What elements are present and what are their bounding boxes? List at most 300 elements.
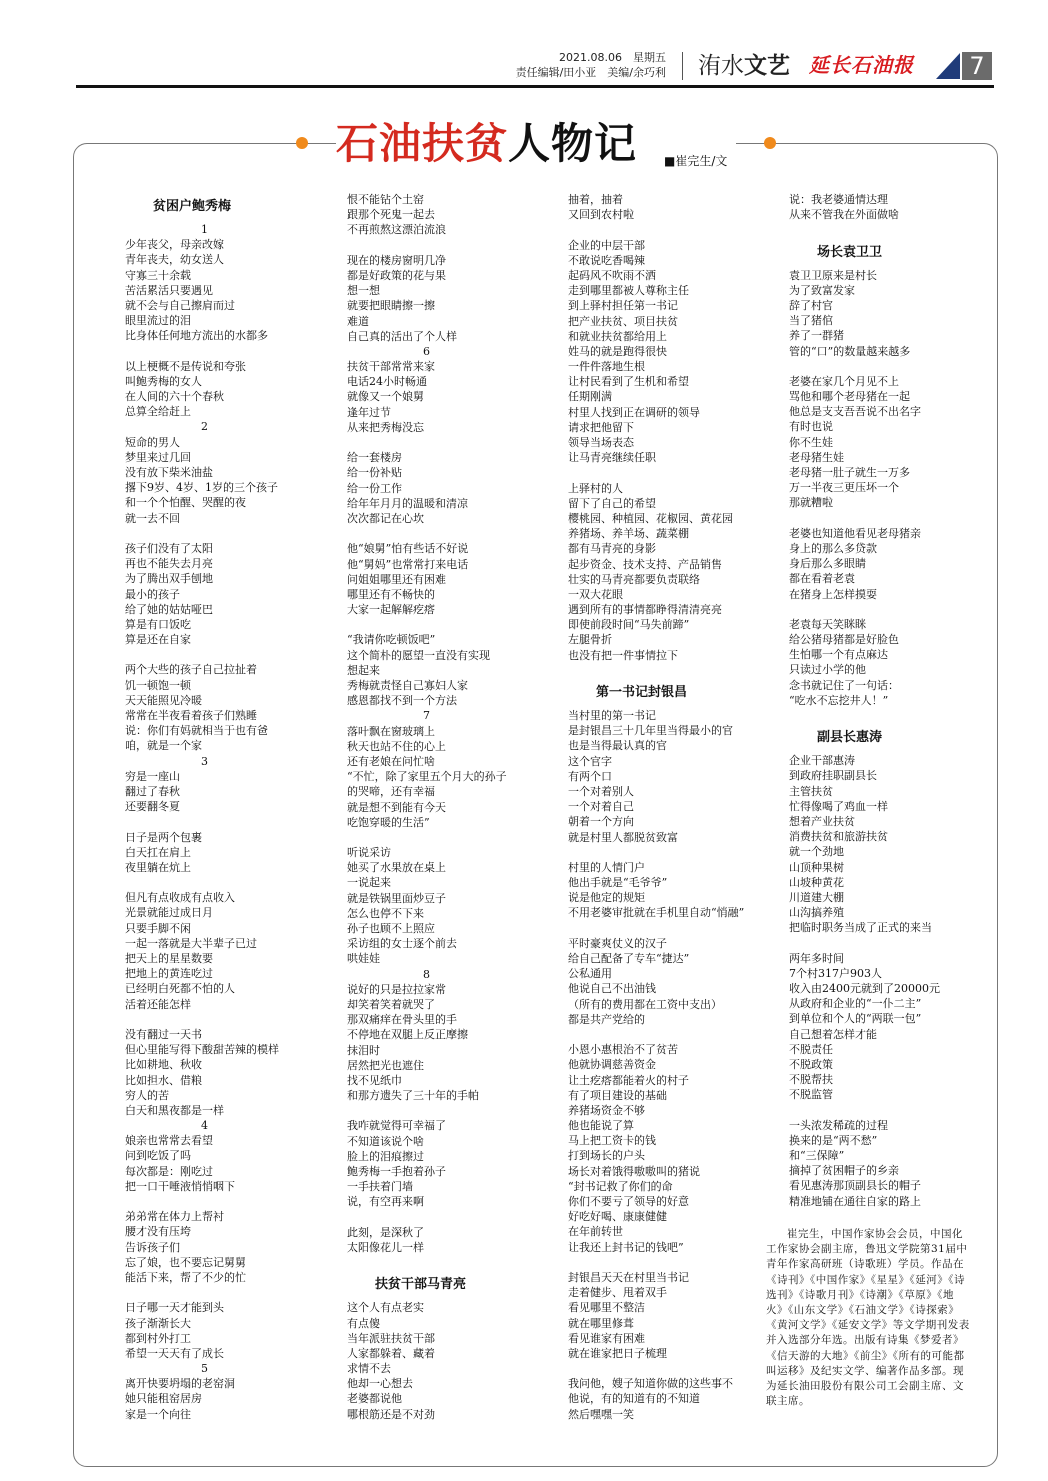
poem-line: 就一去不回 (125, 511, 180, 525)
poem-line: 不脱政策 (789, 1057, 833, 1071)
poem-line: 没有放下柴米油盐 (125, 466, 213, 479)
poem-line: 有点傻 (347, 1316, 380, 1330)
poem-line: 老婆也知道他看见老母猪亲 (789, 526, 921, 540)
section-heading: 场长袁卫卫 (817, 244, 883, 260)
stanza-number: 5 (201, 1362, 208, 1376)
poem-line: 骂他和哪个老母猪在一起 (789, 390, 910, 404)
stanza-gap (347, 238, 555, 253)
stanza-gap (568, 663, 776, 678)
poem-line: 总算全给赶上 (125, 405, 191, 419)
poem-line: 但凡有点收成有点收入 (125, 891, 235, 905)
poem-line: 养猪场、养羊场、蔬菜棚 (568, 527, 689, 541)
poem-line: 夜里躺在炕上 (125, 860, 191, 874)
poem-line: 樱桃园、种植园、花椒园、黄花园 (568, 511, 733, 525)
poem-line: 让我还上封书记的钱吧” (568, 1240, 684, 1254)
poem-line: 穷人的苦 (125, 1088, 169, 1102)
stanza-gap (347, 1210, 555, 1225)
poem-line: 有时也说 (789, 420, 833, 434)
poem-line: 山顶种果树 (789, 860, 844, 874)
poem-line: 也没有把一件事情拉下 (568, 648, 678, 662)
poem-line: 身上的那么多贷款 (789, 541, 877, 555)
poem-line: 梦里来过几回 (125, 450, 191, 464)
poem-line: 又回到农村啦 (568, 208, 634, 222)
masthead (76, 50, 994, 84)
section-heading: 扶贫干部马青亮 (375, 1277, 467, 1293)
poem-line: 居然把光也遮住 (347, 1058, 424, 1072)
title-red-part: 石油扶贫 (336, 119, 509, 168)
poem-line: 找不见纸巾 (347, 1073, 402, 1087)
poem-line: 山坡种黄花 (789, 875, 844, 889)
poem-line: “封书记救了你们的命 (568, 1179, 673, 1193)
poem-line: 次次都记在心坎 (347, 511, 424, 525)
stanza-gap (789, 359, 997, 374)
poem-line: 起步资金、技术支持、产品销售 (568, 557, 722, 571)
poem-line: 场长对着饿得嗷嗷叫的猪说 (568, 1164, 700, 1178)
poem-line: 鲍秀梅一手抱着孙子 (347, 1165, 446, 1178)
dot-right-icon (764, 137, 776, 149)
poem-line: 那就糟啦 (789, 496, 833, 510)
poem-line: 然后嘿嘿一笑 (568, 1407, 634, 1421)
poem-line: 白天扛在肩上 (125, 845, 191, 859)
poem-line: 太阳像花儿一样 (347, 1240, 424, 1254)
stanza-gap (125, 875, 333, 890)
poem-line: 还要翻冬夏 (125, 800, 180, 814)
stanza-gap (789, 935, 997, 950)
title-black-part: 人物记 (508, 119, 638, 168)
poem-line: 从来不管我在外面做啥 (789, 208, 899, 222)
poem-line: 自己想着怎样才能 (789, 1027, 877, 1041)
poem-line: 收入由2400元就到了20000元 (789, 982, 940, 995)
poem-line: 换来的是“两不愁” (789, 1133, 878, 1147)
poem-line: 有两个口 (568, 769, 612, 783)
poem-line: 就是村里人都脱贫致富 (568, 830, 678, 844)
poem-line: 不再煎熬这漂泊流浪 (347, 223, 446, 237)
poem-line: 辞了村官 (789, 298, 833, 312)
poem-line: 哄娃娃 (347, 952, 380, 966)
stanza-gap (568, 1027, 776, 1042)
stanza-number: 1 (201, 223, 208, 236)
poem-line: 难道 (347, 314, 369, 328)
poem-line: 少年丧父，母亲改嫁 (125, 238, 224, 252)
dot-left-icon (296, 137, 308, 149)
section-name-part1: 洧水 (698, 53, 744, 79)
poem-line: 你不生娃 (789, 435, 833, 449)
poem-line: 打到场长的户头 (568, 1149, 645, 1163)
stanza-gap (568, 222, 776, 237)
poem-line: 左腿骨折 (568, 633, 612, 647)
stanza-gap (789, 511, 997, 526)
poem-line: 孩子渐渐长大 (125, 1316, 191, 1330)
poem-line: 生怕哪一个有点麻达 (789, 648, 888, 662)
poem-line: 说是他定的规矩 (568, 891, 645, 905)
poem-line: 守寡三十余载 (125, 268, 191, 282)
poem-line: 抹泪时 (347, 1043, 380, 1057)
poem-line: 为了腾出双手刨地 (125, 572, 213, 586)
poem-line: 养猪场资金不够 (568, 1103, 645, 1117)
poem-line: 看见哪里不整洁 (568, 1301, 645, 1315)
poem-line: 哪根筋还是不对劲 (347, 1407, 435, 1421)
poem-line: 也是当得最认真的官 (568, 739, 667, 753)
stanza-gap (789, 708, 997, 723)
editor-credits: 责任编辑/田小亚 美编/余巧利 (515, 66, 666, 79)
poem-line: 说，有空再来啊 (347, 1195, 424, 1209)
masthead-rule (76, 85, 994, 88)
poem-line: 不停地在双腿上反正摩擦 (347, 1028, 468, 1042)
poem-line: 说好的只是拉拉家常 (347, 982, 446, 996)
poem-line: 说：我老婆通情达理 (789, 193, 888, 206)
poem-line: 这个人有点老实 (347, 1301, 424, 1315)
poem-line: 翻过了春秋 (125, 784, 180, 798)
poem-line: 都在看着老袁 (789, 572, 855, 586)
section-heading: 副县长惠涛 (817, 730, 883, 746)
corner-triangle-icon (936, 53, 960, 79)
poem-line: 你们不要亏了领导的好意 (568, 1195, 689, 1208)
column-4 (789, 192, 997, 1209)
poem-line: 日子哪一天才能到头 (125, 1301, 224, 1315)
poem-line: 她只能租窑居房 (125, 1392, 202, 1406)
poem-line: 给自己配备了专车“捷达” (568, 952, 690, 965)
poem-line: 就要把眼睛擦一擦 (347, 299, 435, 313)
poem-line: 这个官字 (568, 754, 612, 768)
poem-line: 村里的人情门户 (568, 860, 645, 874)
poem-line: 秋天也站不住的心上 (347, 739, 446, 753)
poem-line: 给一份补贴 (347, 466, 402, 480)
poem-line: 他说自己不出油钱 (568, 982, 656, 996)
poem-line: 电话24小时畅通 (347, 375, 427, 389)
poem-line: 一个对着别人 (568, 784, 634, 798)
masthead-divider (682, 52, 683, 80)
poem-line: 任期刚满 (568, 390, 612, 404)
poem-line: 和那方遗失了三十年的手帕 (347, 1089, 479, 1103)
poem-line: 和“三保障” (789, 1149, 845, 1163)
poem-line: 孙子也顾不上照应 (347, 922, 435, 935)
poem-line: 到政府挂职副县长 (789, 769, 877, 783)
poem-line: 老母猪生娃 (789, 450, 844, 464)
poem-line: 却笑着笑着就哭了 (347, 997, 435, 1011)
poem-line: 一件件落地生根 (568, 360, 645, 374)
stanza-gap (789, 222, 997, 237)
column-1 (125, 192, 333, 1422)
poem-line: 他“娘舅”怕有些话不好说 (347, 542, 469, 556)
poem-line: 领导当场表态 (568, 436, 634, 449)
stanza-gap (125, 1194, 333, 1209)
section-heading: 第一书记封银昌 (596, 685, 688, 700)
poem-line: 平时豪爽仗义的汉子 (568, 936, 667, 950)
poem-line: 把产业扶贫、项目扶贫 (568, 314, 678, 328)
poem-line: 咱，就是一个家 (125, 739, 202, 753)
poem-line: 撂下9岁、4岁、1岁的三个孩子 (125, 481, 278, 495)
poem-line: 就是想不到能有今天 (347, 800, 446, 814)
poem-line: 老婆都说他 (347, 1392, 402, 1406)
poem-line: 感恩都找不到一个方法 (347, 694, 457, 708)
poem-line: 白天和黑夜都是一样 (125, 1103, 224, 1117)
poem-line: 听说采访 (347, 846, 391, 860)
poem-line: 当村里的第一书记 (568, 709, 656, 722)
stanza-number: 7 (423, 709, 430, 723)
poem-line: 苦活累活只要遇见 (125, 283, 213, 297)
poem-line: 念书就记住了一句话： (789, 678, 899, 692)
poem-line: 壮实的马青亮都要负责联络 (568, 572, 700, 586)
poem-line: 他也能说了算 (568, 1119, 634, 1133)
poem-line: 说：你们有妈就相当于也有爸 (125, 724, 268, 738)
poem-line: 把地上的黄连吃过 (125, 967, 213, 981)
poem-line: 已经明白死都不怕的人 (125, 982, 235, 996)
stanza-gap (125, 1012, 333, 1027)
byline: ■崔完生/文 (664, 154, 728, 168)
poem-line: 在猪身上怎样摸耍 (789, 587, 877, 601)
poem-line: 姓马的就是跑得很快 (568, 344, 667, 358)
poem-line: 到上驿村担任第一书记 (568, 299, 678, 313)
stanza-gap (789, 602, 997, 617)
stanza-gap (789, 1103, 997, 1118)
poem-line: 两个大些的孩子自己拉扯着 (125, 663, 257, 677)
poem-line: 的哭啼，还有幸福 (347, 785, 435, 799)
poem-line: 给一套楼房 (347, 451, 402, 465)
poem-line: 我问他，嫂子知道你做的这些事不 (568, 1377, 733, 1391)
poem-line: 村里人找到正在调研的领导 (568, 405, 700, 419)
poem-line: 企业干部惠涛 (789, 754, 855, 768)
stanza-gap (568, 845, 776, 860)
poem-line: 我咋就觉得可幸福了 (347, 1119, 446, 1133)
poem-line: 问到吃饭了吗 (125, 1149, 191, 1163)
poem-line: 马上把工资卡的钱 (568, 1134, 656, 1148)
poem-line: 都有马青亮的身影 (568, 542, 656, 556)
column-2 (347, 192, 555, 1422)
poem-line: 即使前段时间“马失前蹄” (568, 618, 690, 632)
poem-line: 就在谁家把日子梳理 (568, 1346, 667, 1360)
poem-line: “我请你吃顿饭吧” (347, 633, 436, 647)
poem-line: 算是还在自家 (125, 633, 191, 647)
poem-line: 比身体任何地方流出的水都多 (125, 329, 268, 343)
poem-line: 他出手就是“毛爷爷” (568, 876, 668, 890)
poem-line: 此刻，是深秋了 (347, 1225, 424, 1239)
stanza-gap (347, 1255, 555, 1270)
poem-line: 看见谁家有困难 (568, 1331, 645, 1345)
poem-line: 大家一起解解疙瘩 (347, 603, 435, 617)
poem-line: 就是铁锅里面炒豆子 (347, 891, 446, 905)
poem-line: 跟那个死鬼一起去 (347, 208, 435, 222)
stanza-gap (568, 465, 776, 480)
poem-line: 光景就能过成日月 (125, 906, 213, 920)
poem-line: 但心里能写得下酸甜苦辣的模样 (125, 1043, 279, 1057)
poem-line: 公私通用 (568, 967, 612, 981)
poem-line: 落叶飘在窗玻璃上 (347, 724, 435, 738)
poem-line: 比如耕地、秋收 (125, 1058, 202, 1072)
stanza-number: 3 (201, 754, 208, 768)
poem-line: 把天上的星星数要 (125, 952, 213, 965)
poem-line: 腰才没有压垮 (125, 1225, 191, 1239)
poem-line: 想起来 (347, 663, 380, 677)
poem-line: 他“舅妈”也常常打来电话 (347, 557, 469, 571)
section-name (698, 50, 790, 82)
poem-line: 一说起来 (347, 876, 391, 890)
poem-line: 吃饱穿暖的生活” (347, 815, 430, 829)
poem-line: 给公猪母猪都是好脸色 (789, 633, 899, 647)
poem-line: 走着健步、甩着双手 (568, 1286, 667, 1300)
poem-line: 秀梅就责怪自己寡妇人家 (347, 679, 468, 692)
poem-line: 人家都躲着、藏着 (347, 1346, 435, 1360)
stanza-gap (568, 921, 776, 936)
author-bio: 崔完生，中国作家协会会员，中国化工作家协会副主席，鲁迅文学院第31届中青年作家高研班（诗歌班）学员。作品在《诗刊》《中国作家》《星星》《延河》《诗选刊》《诗歌月刊》《诗潮》《草原》《地火》《山东文学》《石油文学》《诗探索》《黄河文学》《延安文学》等文学期刊发表并入选部分年选。出版有诗集《梦爱者》《信天游的大地》《前尘》《所有的可能都叫运移》及纪实文学、编著作品多部。现为延长油田股份有限公司工会副主席、文联主席。 (766, 1228, 970, 1408)
poem-line: 比如担水、借粮 (125, 1073, 202, 1087)
poem-line: 都是好政策的花与果 (347, 268, 446, 282)
stanza-gap (568, 1361, 776, 1376)
poem-line: 想一想 (347, 284, 380, 298)
stanza-gap (568, 1255, 776, 1270)
column-3 (568, 192, 776, 1422)
stanza-number: 6 (423, 344, 430, 358)
poem-line: 孩子们没有了太阳 (125, 541, 213, 555)
poem-line: 扶贫干部常常来家 (347, 360, 435, 374)
poem-line: 饥一顿饱一顿 (125, 678, 191, 692)
poem-line: （所有的费用都在工资中支出） (568, 997, 722, 1011)
poem-line: 摘掉了贫困帽子的乡亲 (789, 1164, 899, 1178)
stanza-gap (347, 830, 555, 845)
poem-line: 再也不能失去月亮 (125, 557, 213, 571)
poem-line: 留下了自己的希望 (568, 496, 656, 510)
poem-line: 怎么也停不下来 (347, 906, 424, 920)
poem-line: 川道建大棚 (789, 890, 844, 904)
poem-line: 日子是两个包裹 (125, 830, 202, 844)
poem-line: 没有翻过一天书 (125, 1027, 202, 1041)
poem-line: “吃水不忘挖井人！” (789, 693, 889, 707)
poem-line: 家是一个向往 (125, 1407, 191, 1421)
poem-line: 每次都是：刚吃过 (125, 1164, 213, 1178)
poem-line: 从政府和企业的“一仆二主” (789, 997, 922, 1011)
poem-line: 把一口干唾液悄悄咽下 (125, 1179, 235, 1193)
poem-line: 忘了娘，也不要忘记舅舅 (125, 1255, 246, 1269)
poem-line: 山沟搞养殖 (789, 906, 844, 920)
poem-line: 以上梗概不是传说和夸张 (125, 359, 246, 373)
poem-line: 离开快要坍塌的老窑洞 (125, 1377, 235, 1391)
poem-line: 一双大花眼 (568, 587, 623, 601)
poem-line: 能活下来，帮了不少的忙 (125, 1270, 246, 1284)
poem-line: 封银昌天天在村里当书记 (568, 1270, 689, 1284)
poem-line: 从来把秀梅没忘 (347, 420, 424, 434)
poem-line: 让土疙瘩都能着火的村子 (568, 1073, 689, 1087)
poem-line: 这个简朴的愿望一直没有实现 (347, 648, 490, 662)
poem-line: 自己真的活出了个人样 (347, 329, 457, 343)
stanza-gap (347, 526, 555, 541)
poem-line: 上驿村的人 (568, 481, 623, 495)
poem-line: 逢年过节 (347, 405, 391, 419)
publication-meta (516, 50, 666, 80)
poem-line: “不忙，除了家里五个月大的孙子 (347, 770, 507, 784)
poem-line: 企业的中层干部 (568, 238, 645, 252)
poem-line: 袁卫卫原来是村长 (789, 268, 877, 282)
poem-line: 活着还能怎样 (125, 997, 191, 1011)
poem-line: 想着产业扶贫 (789, 814, 855, 828)
poem-line: 一起一落就是大半辈子已过 (125, 936, 257, 950)
poem-line: 都到村外打工 (125, 1331, 191, 1345)
poem-line: 不脱责任 (789, 1042, 833, 1056)
poem-line: 不用老婆审批就在手机里自动“悄融” (568, 906, 745, 920)
poem-line: 不知道该说个啥 (347, 1134, 424, 1148)
poem-line: 脸上的泪痕擦过 (347, 1149, 424, 1163)
poem-line: 现在的楼房窗明几净 (347, 253, 446, 267)
stanza-gap (125, 1285, 333, 1300)
stanza-gap (347, 1103, 555, 1118)
poem-line: 只读过小学的他 (789, 663, 866, 677)
poem-line: 给一份工作 (347, 481, 402, 495)
poem-line: 弟弟常在体力上帮衬 (125, 1210, 224, 1224)
poem-line: 就像又一个娘舅 (347, 390, 424, 404)
poem-line: 她买了水果放在桌上 (347, 861, 446, 875)
poem-line: 穷是一座山 (125, 769, 180, 783)
poem-line: 老婆在家几个月见不上 (789, 374, 899, 388)
poem-line: 管的“口”的数量越来越多 (789, 344, 911, 358)
poem-line: 朝着一个方向 (568, 815, 634, 829)
stanza-gap (125, 344, 333, 359)
poem-line: 眼里流过的泪 (125, 314, 191, 328)
poem-line: 他就协调慈善资金 (568, 1058, 656, 1072)
poem-line: 给了她的姑姑哑巴 (125, 602, 213, 616)
poem-line: 小恩小惠根治不了贫苦 (568, 1043, 678, 1057)
poem-line: 青年丧夫，幼女送人 (125, 253, 224, 267)
poem-line: 到单位和个人的“两联一包” (789, 1012, 922, 1026)
poem-line: 和一个个怕醒、哭醒的夜 (125, 496, 246, 510)
poem-line: 叫鲍秀梅的女人 (125, 374, 202, 388)
poem-line: 和就业扶贫都给用上 (568, 329, 667, 343)
section-heading: 贫困户鲍秀梅 (153, 199, 232, 214)
poem-line: 希望一天天有了成长 (125, 1346, 224, 1360)
poem-line: 短命的男人 (125, 435, 180, 449)
poem-line: 为了致富发家 (789, 283, 855, 297)
poem-line: 告诉孩子们 (125, 1240, 180, 1254)
poem-line: 7个村317户903人 (789, 966, 882, 980)
poem-line: 天天能照见冷暖 (125, 693, 202, 707)
poem-line: 只要手脚不闲 (125, 921, 191, 935)
issue-date: 2021.08.06 星期五 (559, 51, 666, 64)
stanza-number: 2 (201, 420, 208, 434)
poem-line: 就不会与自己擦肩而过 (125, 298, 235, 312)
poem-line: 那双痛痒在骨头里的手 (347, 1013, 457, 1027)
poem-line: 把临时职务当成了正式的来当 (789, 921, 932, 935)
poem-line: 都是共产党给的 (568, 1012, 645, 1026)
poem-line: 老母猪一肚子就生一万多 (789, 466, 910, 479)
poem-line: 两年多时间 (789, 951, 844, 965)
poem-line: 消费扶贫和旅游扶贫 (789, 830, 888, 844)
poem-line: 恨不能钻个土窑 (347, 193, 424, 206)
poem-line: 常常在半夜看着孩子们熟睡 (125, 709, 257, 722)
poem-line: 采访组的女士逐个前去 (347, 937, 457, 951)
poem-line: 主管扶贫 (789, 784, 833, 798)
poem-line: 不敢说吃香喝辣 (568, 253, 645, 267)
poem-line: 万一半夜三更压坏一个 (789, 481, 899, 495)
poem-line: 问姐姐哪里还有困难 (347, 572, 446, 586)
poem-line: 忙得像喝了鸡血一样 (789, 799, 888, 813)
poem-line: 就在哪里修葺 (568, 1316, 634, 1330)
poem-line: 一头浓发稀疏的过程 (789, 1118, 888, 1132)
stanza-gap (347, 617, 555, 632)
poem-line: 是封银昌三十几年里当得最小的官 (568, 724, 733, 738)
stanza-gap (347, 435, 555, 450)
poem-line: 他说，有的知道有的不知道 (568, 1392, 700, 1406)
poem-line: 哪里还有不畅快的 (347, 587, 435, 601)
poem-line: 遇到所有的事情都睁得清清亮亮 (568, 603, 722, 617)
stanza-gap (125, 647, 333, 662)
stanza-number: 4 (201, 1119, 208, 1133)
poem-line: 好吃好喝、康康健健 (568, 1210, 667, 1224)
poem-line: 就一个劲地 (789, 845, 844, 859)
poem-line: 养了一群猪 (789, 329, 844, 343)
section-name-part2: 文艺 (744, 53, 790, 79)
poem-line: 看见惠涛那顶副县长的帽子 (789, 1179, 921, 1193)
stanza-gap (125, 814, 333, 829)
poem-line: 求情不去 (347, 1362, 391, 1376)
poem-line: 请求把他留下 (568, 420, 634, 434)
poem-line: 给年年月月的温暖和清凉 (347, 496, 468, 510)
